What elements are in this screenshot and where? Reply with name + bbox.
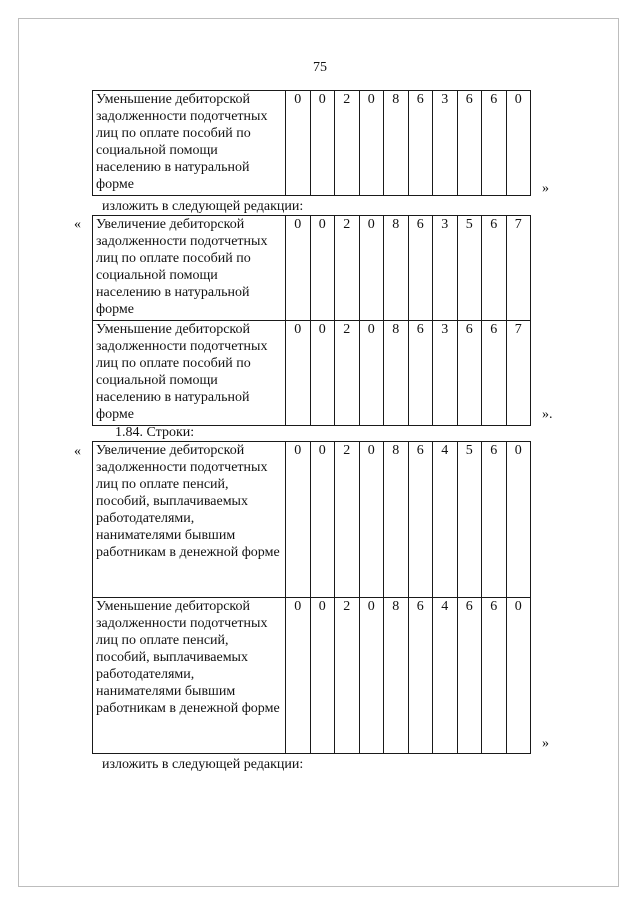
code-digit: 3	[433, 321, 458, 426]
code-digit: 0	[359, 321, 384, 426]
code-digit: 0	[286, 598, 311, 754]
code-digit: 6	[408, 598, 433, 754]
code-digit: 6	[482, 321, 507, 426]
row-label: Увеличение дебиторской задолженности подотчетных лиц по оплате пособий по социальной помощи населению в натуральной форме	[93, 216, 286, 321]
code-digit: 8	[384, 598, 409, 754]
code-digit: 0	[286, 216, 311, 321]
code-digit: 2	[335, 321, 360, 426]
code-digit: 6	[482, 442, 507, 598]
code-digit: 0	[310, 442, 335, 598]
code-digit: 0	[286, 321, 311, 426]
code-digit: 5	[457, 442, 482, 598]
code-digit: 0	[310, 321, 335, 426]
code-digit: 3	[433, 216, 458, 321]
table-row	[93, 216, 531, 321]
code-table-1	[92, 90, 531, 196]
table-row	[93, 598, 531, 754]
page-number: 75	[313, 60, 327, 75]
code-digit: 6	[408, 442, 433, 598]
code-digit: 6	[482, 598, 507, 754]
code-digit: 0	[506, 91, 531, 196]
code-digit: 0	[286, 91, 311, 196]
edit-instruction: изложить в следующей редакции:	[102, 199, 304, 214]
code-digit: 0	[359, 91, 384, 196]
opening-quote: «	[74, 444, 81, 459]
row-label: Увеличение дебиторской задолженности подотчетных лиц по оплате пенсий, пособий, выплачиваемых работодателями, нанимателями бывшим работникам в денежной форме	[93, 442, 286, 598]
code-digit: 2	[335, 598, 360, 754]
code-digit: 2	[335, 442, 360, 598]
code-digit: 6	[408, 321, 433, 426]
code-digit: 0	[506, 598, 531, 754]
closing-quote: »	[542, 736, 549, 751]
opening-quote: «	[74, 217, 81, 232]
table-row	[93, 321, 531, 426]
edit-instruction: изложить в следующей редакции:	[102, 757, 304, 772]
code-digit: 4	[433, 598, 458, 754]
code-digit: 0	[310, 216, 335, 321]
code-digit: 8	[384, 91, 409, 196]
code-digit: 0	[359, 216, 384, 321]
table-row	[93, 91, 531, 196]
code-digit: 6	[408, 216, 433, 321]
code-digit: 8	[384, 442, 409, 598]
code-digit: 3	[433, 91, 458, 196]
section-heading: 1.84. Строки:	[115, 425, 195, 440]
closing-quote: »	[542, 181, 549, 196]
code-digit: 6	[457, 91, 482, 196]
code-digit: 8	[384, 321, 409, 426]
closing-quote: ».	[542, 407, 553, 422]
code-digit: 7	[506, 216, 531, 321]
code-digit: 2	[335, 91, 360, 196]
code-digit: 7	[506, 321, 531, 426]
code-digit: 0	[286, 442, 311, 598]
code-digit: 0	[359, 598, 384, 754]
row-label: Уменьшение дебиторской задолженности подотчетных лиц по оплате пенсий, пособий, выплачиваемых работодателями, нанимателями бывшим работникам в денежной форме	[93, 598, 286, 754]
row-label: Уменьшение дебиторской задолженности подотчетных лиц по оплате пособий по социальной помощи населению в натуральной форме	[93, 91, 286, 196]
code-digit: 8	[384, 216, 409, 321]
code-digit: 5	[457, 216, 482, 321]
code-digit: 0	[310, 91, 335, 196]
code-digit: 6	[457, 598, 482, 754]
code-digit: 0	[359, 442, 384, 598]
code-digit: 6	[482, 91, 507, 196]
code-table-2	[92, 215, 531, 426]
code-digit: 0	[506, 442, 531, 598]
code-digit: 6	[457, 321, 482, 426]
row-label: Уменьшение дебиторской задолженности подотчетных лиц по оплате пособий по социальной помощи населению в натуральной форме	[93, 321, 286, 426]
table-row	[93, 442, 531, 598]
code-digit: 6	[482, 216, 507, 321]
code-digit: 0	[310, 598, 335, 754]
code-digit: 6	[408, 91, 433, 196]
code-table-3	[92, 441, 531, 754]
code-digit: 2	[335, 216, 360, 321]
code-digit: 4	[433, 442, 458, 598]
